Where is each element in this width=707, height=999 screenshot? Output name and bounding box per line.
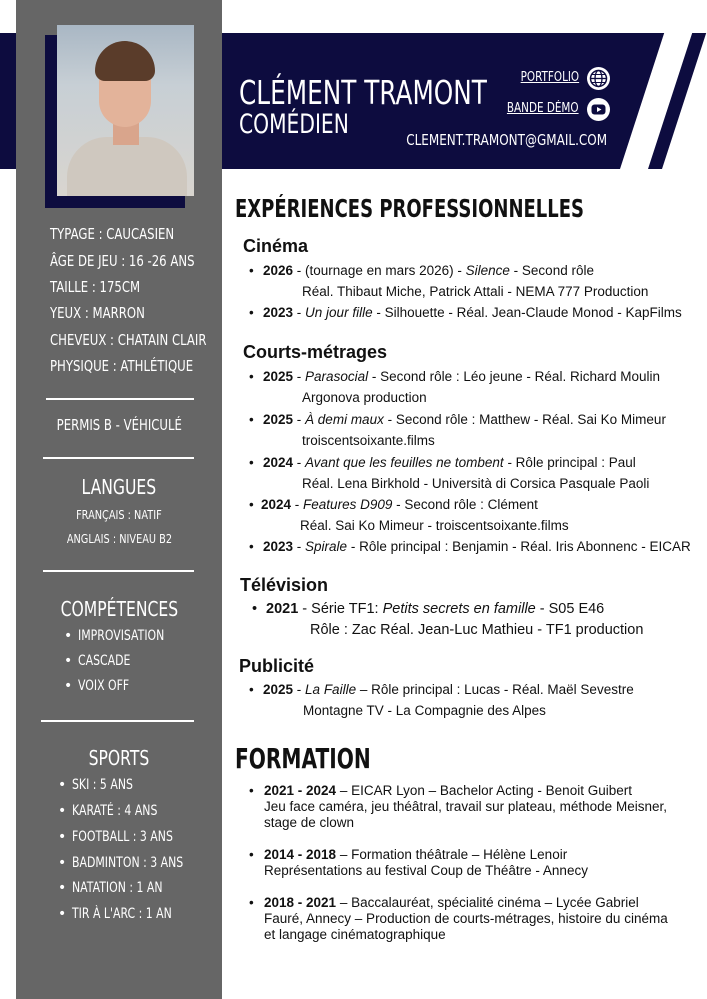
divider: [46, 398, 194, 400]
language-item: ANGLAIS : NIVEAU B2: [66, 531, 172, 546]
tv-title: Télévision: [240, 575, 329, 595]
video-play-icon[interactable]: [587, 98, 610, 121]
permit-text: PERMIS B - VÉHICULÉ: [56, 416, 182, 434]
skills-title: COMPÉTENCES: [60, 597, 178, 621]
attr-physique: PHYSIQUE : ATHLÉTIQUE: [50, 357, 194, 375]
divider: [43, 457, 194, 459]
attr-height: TAILLE : 175CM: [50, 278, 141, 296]
cinema-title: Cinéma: [243, 236, 309, 256]
ads-title: Publicité: [239, 656, 315, 676]
email-address[interactable]: CLEMENT.TRAMONT@GMAIL.COM: [406, 131, 607, 149]
person-role: COMÉDIEN: [239, 109, 349, 140]
sports-title: SPORTS: [88, 746, 150, 770]
languages-title: LANGUES: [81, 475, 157, 499]
shorts-title: Courts-métrages: [243, 342, 388, 362]
experience-title: EXPÉRIENCES PROFESSIONNELLES: [235, 194, 585, 223]
divider: [43, 570, 194, 572]
attr-hair: CHEVEUX : CHATAIN CLAIR: [50, 331, 207, 349]
person-name: CLÉMENT TRAMONT: [239, 73, 487, 112]
divider: [41, 720, 194, 722]
language-item: FRANÇAIS : NATIF: [76, 507, 162, 522]
portfolio-link[interactable]: PORTFOLIO: [520, 70, 579, 85]
demo-reel-link[interactable]: BANDE DÉMO: [507, 101, 579, 116]
attr-age: ÂGE DE JEU : 16 -26 ANS: [50, 252, 195, 270]
attr-typage: TYPAGE : CAUCASIEN: [50, 225, 175, 243]
attr-eyes: YEUX : MARRON: [50, 304, 145, 322]
profile-photo: [57, 25, 194, 196]
education-title: FORMATION: [235, 742, 371, 775]
globe-icon[interactable]: [587, 67, 610, 90]
